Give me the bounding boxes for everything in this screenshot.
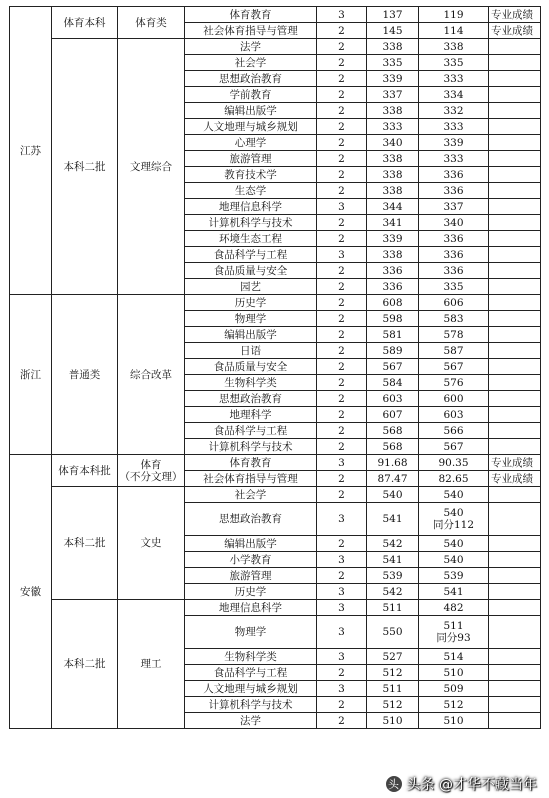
plan-count-cell: 3 bbox=[317, 616, 367, 649]
plan-count-cell: 2 bbox=[317, 375, 367, 391]
plan-count-cell: 2 bbox=[317, 231, 367, 247]
plan-count-cell: 2 bbox=[317, 135, 367, 151]
note-cell bbox=[489, 215, 541, 231]
plan-count-cell: 2 bbox=[317, 391, 367, 407]
note-cell bbox=[489, 536, 541, 552]
plan-count-cell: 2 bbox=[317, 423, 367, 439]
major-cell: 心理学 bbox=[185, 135, 317, 151]
max-score-cell: 338 bbox=[367, 247, 419, 263]
max-score-cell: 603 bbox=[367, 391, 419, 407]
province-cell: 浙江 bbox=[10, 295, 52, 455]
plan-count-cell: 2 bbox=[317, 119, 367, 135]
max-score-cell: 567 bbox=[367, 359, 419, 375]
min-score-cell: 510 bbox=[419, 665, 489, 681]
table-row bbox=[10, 295, 541, 311]
note-cell bbox=[489, 439, 541, 455]
major-cell: 社会体育指导与管理 bbox=[185, 471, 317, 487]
major-cell: 物理学 bbox=[185, 616, 317, 649]
category-cell: 综合改革 bbox=[118, 295, 185, 455]
plan-count-cell: 2 bbox=[317, 263, 367, 279]
major-cell: 环境生态工程 bbox=[185, 231, 317, 247]
major-cell: 生物科学类 bbox=[185, 375, 317, 391]
major-cell: 食品科学与工程 bbox=[185, 423, 317, 439]
note-cell bbox=[489, 584, 541, 600]
table-row bbox=[10, 39, 541, 55]
note-cell bbox=[489, 295, 541, 311]
plan-count-cell: 2 bbox=[317, 568, 367, 584]
note-cell: 专业成绩 bbox=[489, 23, 541, 39]
max-score-cell: 341 bbox=[367, 215, 419, 231]
watermark bbox=[383, 774, 539, 794]
plan-count-cell: 3 bbox=[317, 247, 367, 263]
note-cell: 专业成绩 bbox=[489, 455, 541, 471]
plan-count-cell: 2 bbox=[317, 151, 367, 167]
min-score-cell: 339 bbox=[419, 135, 489, 151]
max-score-cell: 542 bbox=[367, 584, 419, 600]
major-cell: 物理学 bbox=[185, 311, 317, 327]
note-cell bbox=[489, 423, 541, 439]
category-cell: 体育类 bbox=[118, 7, 185, 39]
note-cell bbox=[489, 487, 541, 503]
batch-cell: 普通类 bbox=[52, 295, 118, 455]
max-score-cell: 336 bbox=[367, 279, 419, 295]
note-cell bbox=[489, 697, 541, 713]
note-cell: 专业成绩 bbox=[489, 7, 541, 23]
note-cell bbox=[489, 119, 541, 135]
major-cell: 体育教育 bbox=[185, 455, 317, 471]
max-score-cell: 344 bbox=[367, 199, 419, 215]
plan-count-cell: 2 bbox=[317, 713, 367, 729]
note-cell bbox=[489, 600, 541, 616]
max-score-cell: 510 bbox=[367, 713, 419, 729]
major-cell: 学前教育 bbox=[185, 87, 317, 103]
plan-count-cell: 2 bbox=[317, 279, 367, 295]
min-score-cell: 333 bbox=[419, 119, 489, 135]
min-score-cell: 578 bbox=[419, 327, 489, 343]
major-cell: 法学 bbox=[185, 39, 317, 55]
min-score-cell: 511 同分93 bbox=[419, 616, 489, 649]
min-score-cell: 332 bbox=[419, 103, 489, 119]
max-score-cell: 550 bbox=[367, 616, 419, 649]
table-row bbox=[10, 600, 541, 616]
note-cell bbox=[489, 503, 541, 536]
min-score-cell: 567 bbox=[419, 359, 489, 375]
major-cell: 教育技术学 bbox=[185, 167, 317, 183]
major-cell: 计算机科学与技术 bbox=[185, 439, 317, 455]
plan-count-cell: 3 bbox=[317, 681, 367, 697]
plan-count-cell: 3 bbox=[317, 7, 367, 23]
min-score-cell: 114 bbox=[419, 23, 489, 39]
major-cell: 历史学 bbox=[185, 584, 317, 600]
max-score-cell: 333 bbox=[367, 119, 419, 135]
note-cell bbox=[489, 39, 541, 55]
note-cell bbox=[489, 263, 541, 279]
major-cell: 法学 bbox=[185, 713, 317, 729]
major-cell: 旅游管理 bbox=[185, 151, 317, 167]
major-cell: 思想政治教育 bbox=[185, 391, 317, 407]
max-score-cell: 91.68 bbox=[367, 455, 419, 471]
min-score-cell: 541 bbox=[419, 584, 489, 600]
plan-count-cell: 2 bbox=[317, 697, 367, 713]
note-cell bbox=[489, 183, 541, 199]
max-score-cell: 338 bbox=[367, 183, 419, 199]
max-score-cell: 337 bbox=[367, 87, 419, 103]
max-score-cell: 338 bbox=[367, 151, 419, 167]
max-score-cell: 584 bbox=[367, 375, 419, 391]
min-score-cell: 540 bbox=[419, 487, 489, 503]
min-score-cell: 603 bbox=[419, 407, 489, 423]
major-cell: 计算机科学与技术 bbox=[185, 697, 317, 713]
max-score-cell: 540 bbox=[367, 487, 419, 503]
major-cell: 计算机科学与技术 bbox=[185, 215, 317, 231]
min-score-cell: 333 bbox=[419, 151, 489, 167]
max-score-cell: 87.47 bbox=[367, 471, 419, 487]
major-cell: 小学教育 bbox=[185, 552, 317, 568]
min-score-cell: 540 同分112 bbox=[419, 503, 489, 536]
major-cell: 生物科学类 bbox=[185, 649, 317, 665]
plan-count-cell: 2 bbox=[317, 665, 367, 681]
note-cell bbox=[489, 616, 541, 649]
max-score-cell: 335 bbox=[367, 55, 419, 71]
note-cell bbox=[489, 713, 541, 729]
min-score-cell: 334 bbox=[419, 87, 489, 103]
plan-count-cell: 2 bbox=[317, 439, 367, 455]
major-cell: 编辑出版学 bbox=[185, 327, 317, 343]
note-cell bbox=[489, 231, 541, 247]
plan-count-cell: 2 bbox=[317, 407, 367, 423]
batch-cell: 本科二批 bbox=[52, 487, 118, 600]
max-score-cell: 589 bbox=[367, 343, 419, 359]
min-score-cell: 335 bbox=[419, 55, 489, 71]
plan-count-cell: 2 bbox=[317, 536, 367, 552]
max-score-cell: 339 bbox=[367, 231, 419, 247]
note-cell bbox=[489, 55, 541, 71]
min-score-cell: 540 bbox=[419, 552, 489, 568]
major-cell: 体育教育 bbox=[185, 7, 317, 23]
major-cell: 食品质量与安全 bbox=[185, 359, 317, 375]
max-score-cell: 541 bbox=[367, 503, 419, 536]
major-cell: 历史学 bbox=[185, 295, 317, 311]
min-score-cell: 336 bbox=[419, 231, 489, 247]
plan-count-cell: 2 bbox=[317, 343, 367, 359]
min-score-cell: 587 bbox=[419, 343, 489, 359]
min-score-cell: 600 bbox=[419, 391, 489, 407]
major-cell: 社会学 bbox=[185, 487, 317, 503]
major-cell: 思想政治教育 bbox=[185, 503, 317, 536]
note-cell bbox=[489, 135, 541, 151]
min-score-cell: 539 bbox=[419, 568, 489, 584]
major-cell: 园艺 bbox=[185, 279, 317, 295]
max-score-cell: 338 bbox=[367, 167, 419, 183]
major-cell: 地理信息科学 bbox=[185, 199, 317, 215]
batch-cell: 体育本科批 bbox=[52, 455, 118, 487]
table-row bbox=[10, 7, 541, 23]
plan-count-cell: 2 bbox=[317, 215, 367, 231]
max-score-cell: 539 bbox=[367, 568, 419, 584]
note-cell bbox=[489, 665, 541, 681]
max-score-cell: 145 bbox=[367, 23, 419, 39]
min-score-cell: 337 bbox=[419, 199, 489, 215]
major-cell: 食品科学与工程 bbox=[185, 665, 317, 681]
min-score-cell: 540 bbox=[419, 536, 489, 552]
min-score-cell: 336 bbox=[419, 167, 489, 183]
batch-cell: 本科二批 bbox=[52, 600, 118, 729]
plan-count-cell: 2 bbox=[317, 39, 367, 55]
note-cell bbox=[489, 199, 541, 215]
min-score-cell: 340 bbox=[419, 215, 489, 231]
note-cell bbox=[489, 552, 541, 568]
plan-count-cell: 2 bbox=[317, 183, 367, 199]
toutiao-logo-icon: 头 bbox=[385, 775, 403, 793]
plan-count-cell: 3 bbox=[317, 199, 367, 215]
max-score-cell: 137 bbox=[367, 7, 419, 23]
note-cell: 专业成绩 bbox=[489, 471, 541, 487]
max-score-cell: 527 bbox=[367, 649, 419, 665]
note-cell bbox=[489, 359, 541, 375]
min-score-cell: 90.35 bbox=[419, 455, 489, 471]
max-score-cell: 511 bbox=[367, 681, 419, 697]
table-row bbox=[10, 455, 541, 471]
max-score-cell: 607 bbox=[367, 407, 419, 423]
max-score-cell: 542 bbox=[367, 536, 419, 552]
plan-count-cell: 2 bbox=[317, 23, 367, 39]
max-score-cell: 581 bbox=[367, 327, 419, 343]
note-cell bbox=[489, 103, 541, 119]
batch-cell: 本科二批 bbox=[52, 39, 118, 295]
min-score-cell: 509 bbox=[419, 681, 489, 697]
min-score-cell: 82.65 bbox=[419, 471, 489, 487]
major-cell: 社会体育指导与管理 bbox=[185, 23, 317, 39]
category-cell: 文理综合 bbox=[118, 39, 185, 295]
min-score-cell: 482 bbox=[419, 600, 489, 616]
plan-count-cell: 2 bbox=[317, 167, 367, 183]
note-cell bbox=[489, 391, 541, 407]
plan-count-cell: 2 bbox=[317, 311, 367, 327]
plan-count-cell: 3 bbox=[317, 552, 367, 568]
province-cell: 安徽 bbox=[10, 455, 52, 729]
note-cell bbox=[489, 649, 541, 665]
plan-count-cell: 2 bbox=[317, 327, 367, 343]
major-cell: 食品质量与安全 bbox=[185, 263, 317, 279]
plan-count-cell: 2 bbox=[317, 87, 367, 103]
plan-count-cell: 3 bbox=[317, 649, 367, 665]
min-score-cell: 514 bbox=[419, 649, 489, 665]
min-score-cell: 512 bbox=[419, 697, 489, 713]
major-cell: 生态学 bbox=[185, 183, 317, 199]
major-cell: 地理科学 bbox=[185, 407, 317, 423]
note-cell bbox=[489, 247, 541, 263]
max-score-cell: 512 bbox=[367, 697, 419, 713]
category-cell: 理工 bbox=[118, 600, 185, 729]
plan-count-cell: 2 bbox=[317, 471, 367, 487]
plan-count-cell: 2 bbox=[317, 295, 367, 311]
note-cell bbox=[489, 375, 541, 391]
note-cell bbox=[489, 343, 541, 359]
plan-count-cell: 2 bbox=[317, 103, 367, 119]
major-cell: 食品科学与工程 bbox=[185, 247, 317, 263]
max-score-cell: 608 bbox=[367, 295, 419, 311]
table-row bbox=[10, 487, 541, 503]
max-score-cell: 339 bbox=[367, 71, 419, 87]
major-cell: 地理信息科学 bbox=[185, 600, 317, 616]
major-cell: 编辑出版学 bbox=[185, 103, 317, 119]
plan-count-cell: 3 bbox=[317, 600, 367, 616]
max-score-cell: 336 bbox=[367, 263, 419, 279]
note-cell bbox=[489, 681, 541, 697]
max-score-cell: 598 bbox=[367, 311, 419, 327]
note-cell bbox=[489, 568, 541, 584]
plan-count-cell: 2 bbox=[317, 359, 367, 375]
min-score-cell: 338 bbox=[419, 39, 489, 55]
max-score-cell: 511 bbox=[367, 600, 419, 616]
min-score-cell: 583 bbox=[419, 311, 489, 327]
max-score-cell: 340 bbox=[367, 135, 419, 151]
major-cell: 思想政治教育 bbox=[185, 71, 317, 87]
min-score-cell: 566 bbox=[419, 423, 489, 439]
note-cell bbox=[489, 167, 541, 183]
major-cell: 社会学 bbox=[185, 55, 317, 71]
min-score-cell: 576 bbox=[419, 375, 489, 391]
note-cell bbox=[489, 87, 541, 103]
max-score-cell: 338 bbox=[367, 39, 419, 55]
min-score-cell: 510 bbox=[419, 713, 489, 729]
category-cell: 文史 bbox=[118, 487, 185, 600]
max-score-cell: 568 bbox=[367, 423, 419, 439]
max-score-cell: 541 bbox=[367, 552, 419, 568]
max-score-cell: 568 bbox=[367, 439, 419, 455]
min-score-cell: 336 bbox=[419, 183, 489, 199]
plan-count-cell: 3 bbox=[317, 503, 367, 536]
note-cell bbox=[489, 327, 541, 343]
min-score-cell: 336 bbox=[419, 247, 489, 263]
major-cell: 人文地理与城乡规划 bbox=[185, 681, 317, 697]
plan-count-cell: 2 bbox=[317, 487, 367, 503]
category-cell: 体育 （不分文理） bbox=[118, 455, 185, 487]
province-cell: 江苏 bbox=[10, 7, 52, 295]
min-score-cell: 567 bbox=[419, 439, 489, 455]
batch-cell: 体育本科 bbox=[52, 7, 118, 39]
min-score-cell: 335 bbox=[419, 279, 489, 295]
min-score-cell: 333 bbox=[419, 71, 489, 87]
major-cell: 旅游管理 bbox=[185, 568, 317, 584]
min-score-cell: 336 bbox=[419, 263, 489, 279]
major-cell: 日语 bbox=[185, 343, 317, 359]
max-score-cell: 512 bbox=[367, 665, 419, 681]
plan-count-cell: 2 bbox=[317, 55, 367, 71]
admission-score-table bbox=[9, 6, 541, 729]
major-cell: 人文地理与城乡规划 bbox=[185, 119, 317, 135]
note-cell bbox=[489, 279, 541, 295]
note-cell bbox=[489, 407, 541, 423]
plan-count-cell: 2 bbox=[317, 71, 367, 87]
plan-count-cell: 3 bbox=[317, 455, 367, 471]
min-score-cell: 606 bbox=[419, 295, 489, 311]
watermark-text: 头条 @才华不藏当年 bbox=[406, 777, 537, 793]
major-cell: 编辑出版学 bbox=[185, 536, 317, 552]
min-score-cell: 119 bbox=[419, 7, 489, 23]
note-cell bbox=[489, 311, 541, 327]
note-cell bbox=[489, 151, 541, 167]
note-cell bbox=[489, 71, 541, 87]
max-score-cell: 338 bbox=[367, 103, 419, 119]
plan-count-cell: 3 bbox=[317, 584, 367, 600]
